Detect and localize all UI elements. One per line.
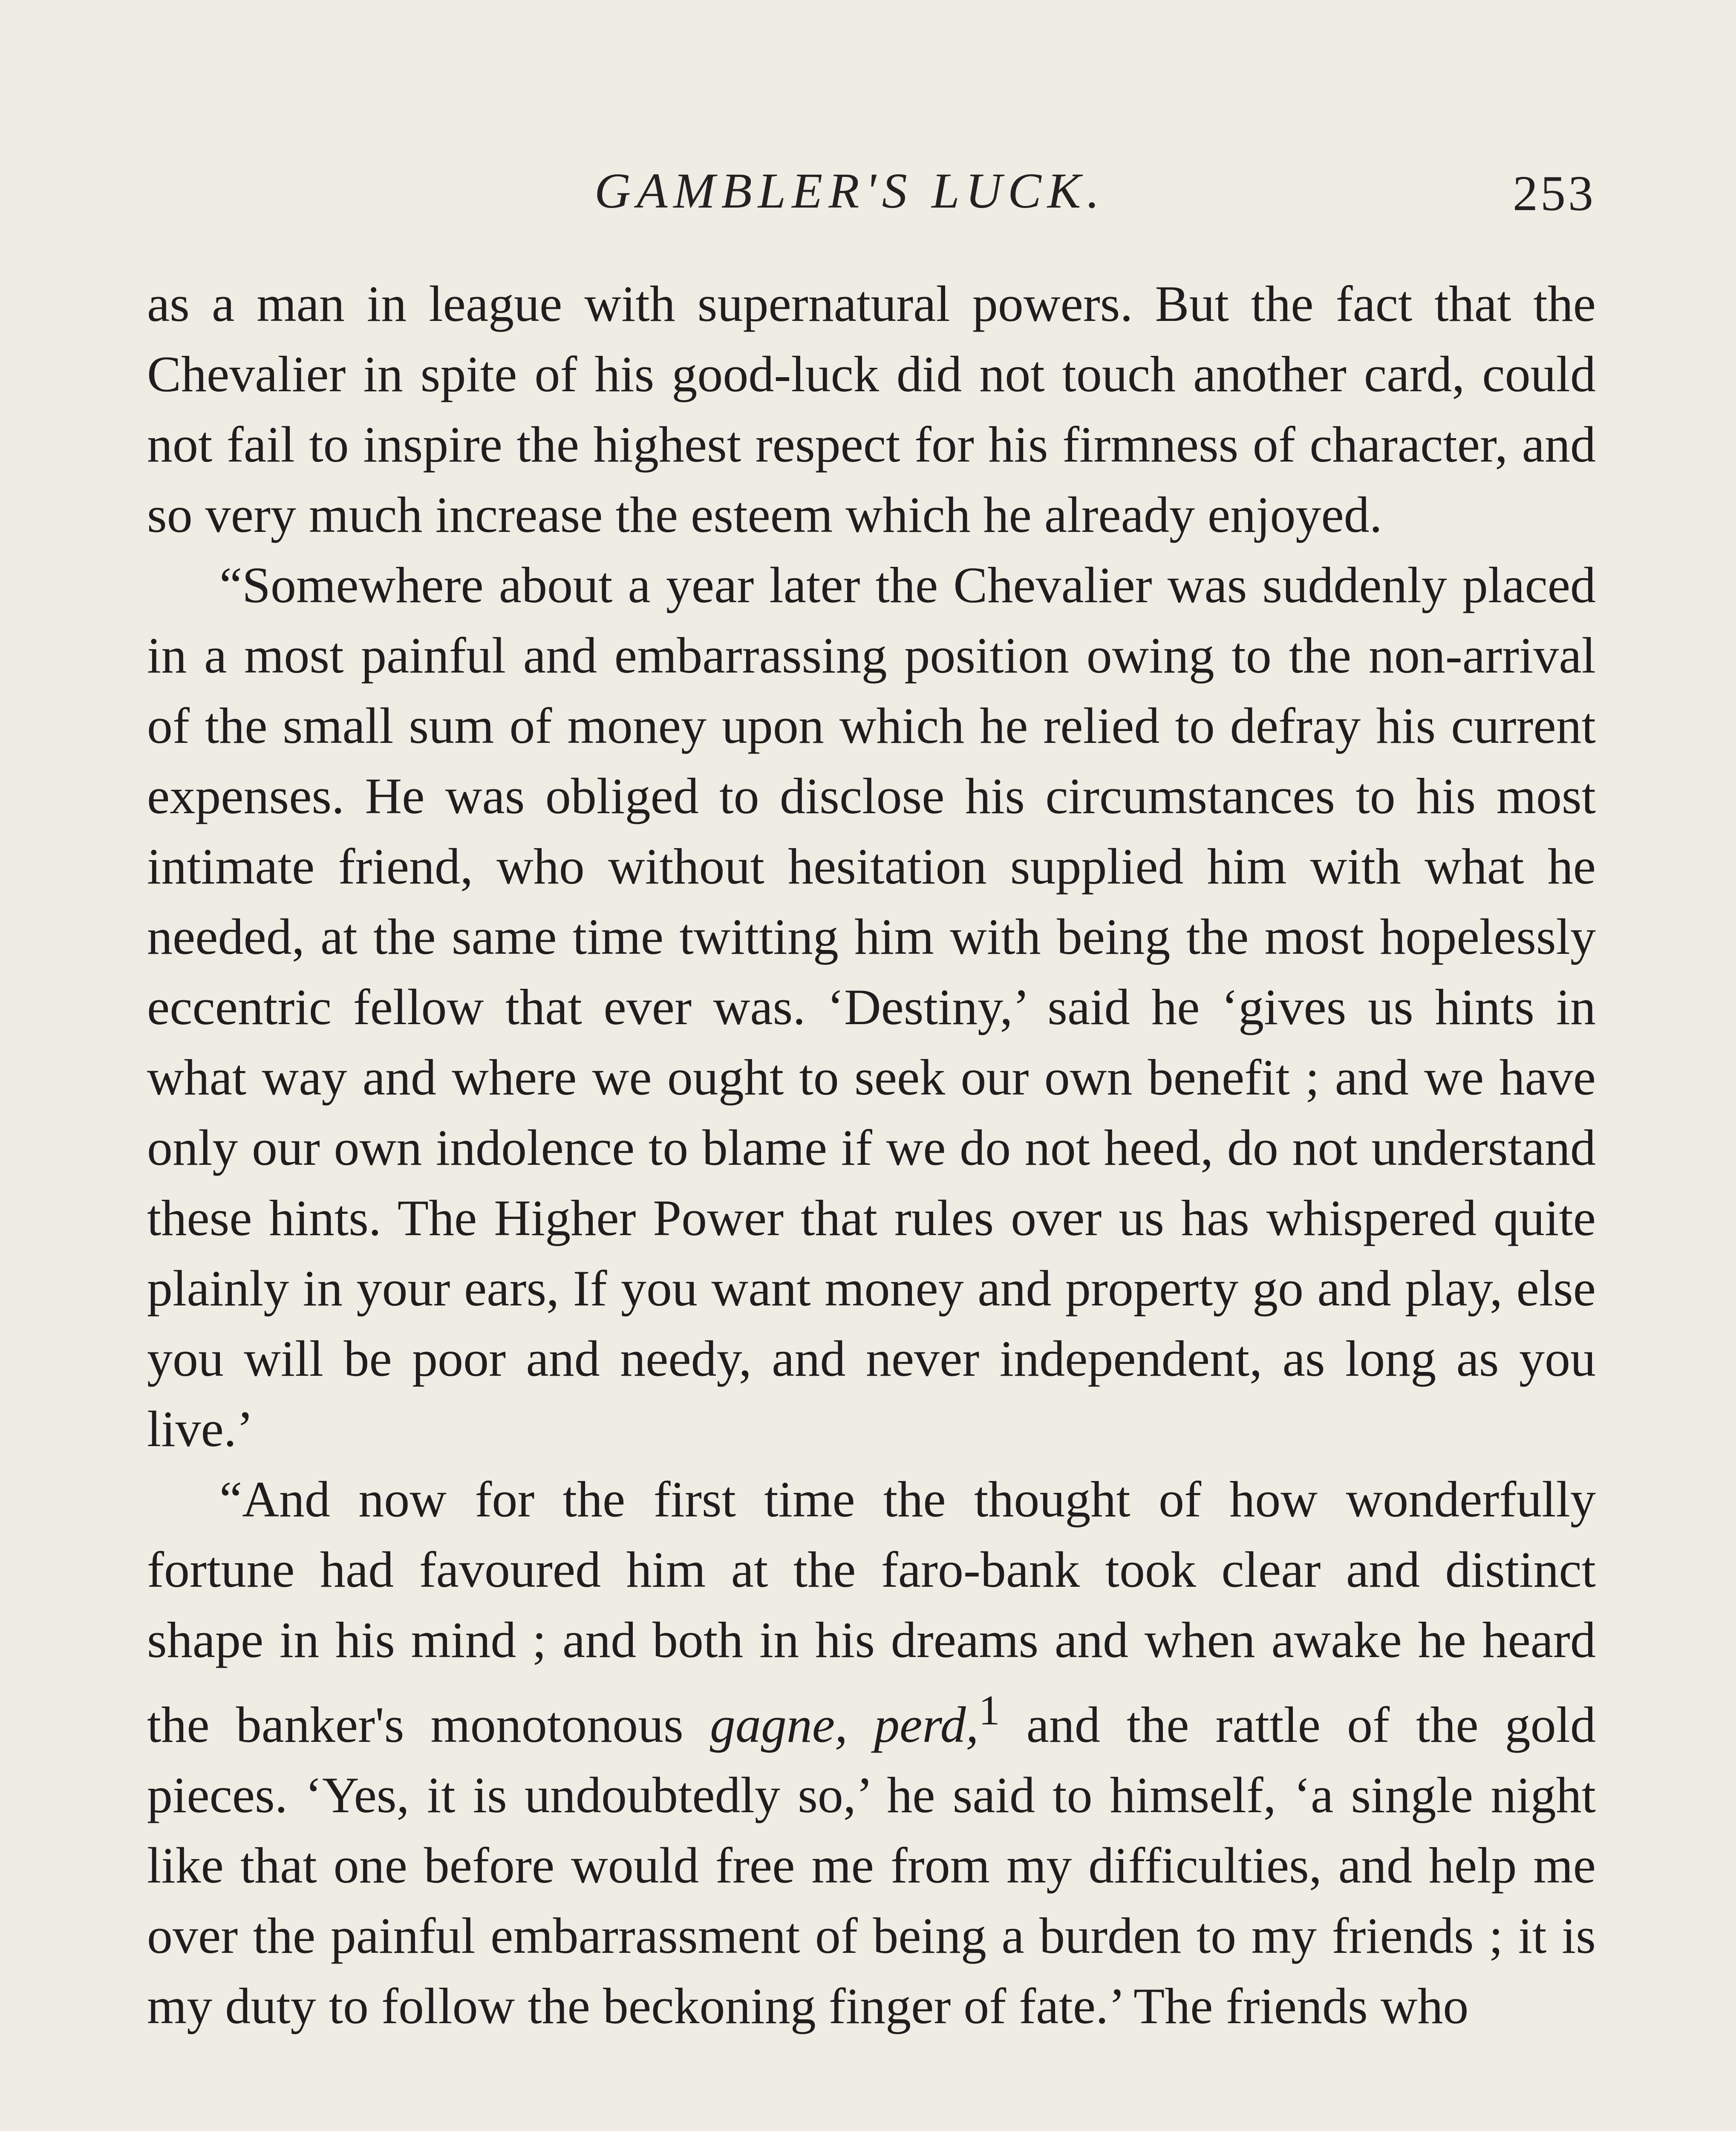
page-header bbox=[147, 162, 1596, 230]
body-text bbox=[147, 269, 1596, 2041]
italic-phrase: gagne, perd, bbox=[709, 1696, 979, 1753]
paragraph-3-text-after: and the rattle of the gold pieces. ‘Yes, it is undoubtedly so,’ he said to himself, ‘a single night like that one before would free me from my difficulties, and help me over the painful embarrassment of being a burden to my friends ; it is my duty to follow the beckoning finger of fate.’ The friends who bbox=[147, 1696, 1596, 2034]
paragraph-3 bbox=[147, 1464, 1596, 2041]
paragraph-1: as a man in league with supernatural powers. But the fact that the Chevalier in spite of his good-luck did not touch another card, could not fail to inspire the highest respect for his firmness of character, and so very much increase the esteem which he already enjoyed. bbox=[147, 275, 1596, 543]
paragraph-2: “Somewhere about a year later the Chevalier was suddenly placed in a most painful and embarrassing position owing to the non-arrival of the small sum of money upon which he relied to defray his current expenses. He was obliged to disclose his circumstances to his most intimate friend, who without hesitation supplied him with what he needed, at the same time twitting him with being the most hopelessly eccentric fellow that ever was. ‘Destiny,’ said he ‘gives us hints in what way and where we ought to seek our own benefit ; and we have only our own indolence to blame if we do not heed, do not understand these hints. The Higher Power that rules over us has whispered quite plainly in your ears, If you want money and property go and play, else you will be poor and needy, and never independent, as long as you live.’ bbox=[147, 557, 1596, 1457]
running-title: GAMBLER'S LUCK. bbox=[594, 163, 1105, 219]
footnote-reference: 1 bbox=[978, 1686, 1000, 1734]
page-number: 253 bbox=[1513, 165, 1596, 221]
paragraph-3-text-before: “And now for the first time the thought of how wonderfully fortune had favoured him at the faro-bank took clear and distinct shape in his mind ; and both in his dreams and when awake he heard the banker's monotonous bbox=[147, 1471, 1596, 1753]
